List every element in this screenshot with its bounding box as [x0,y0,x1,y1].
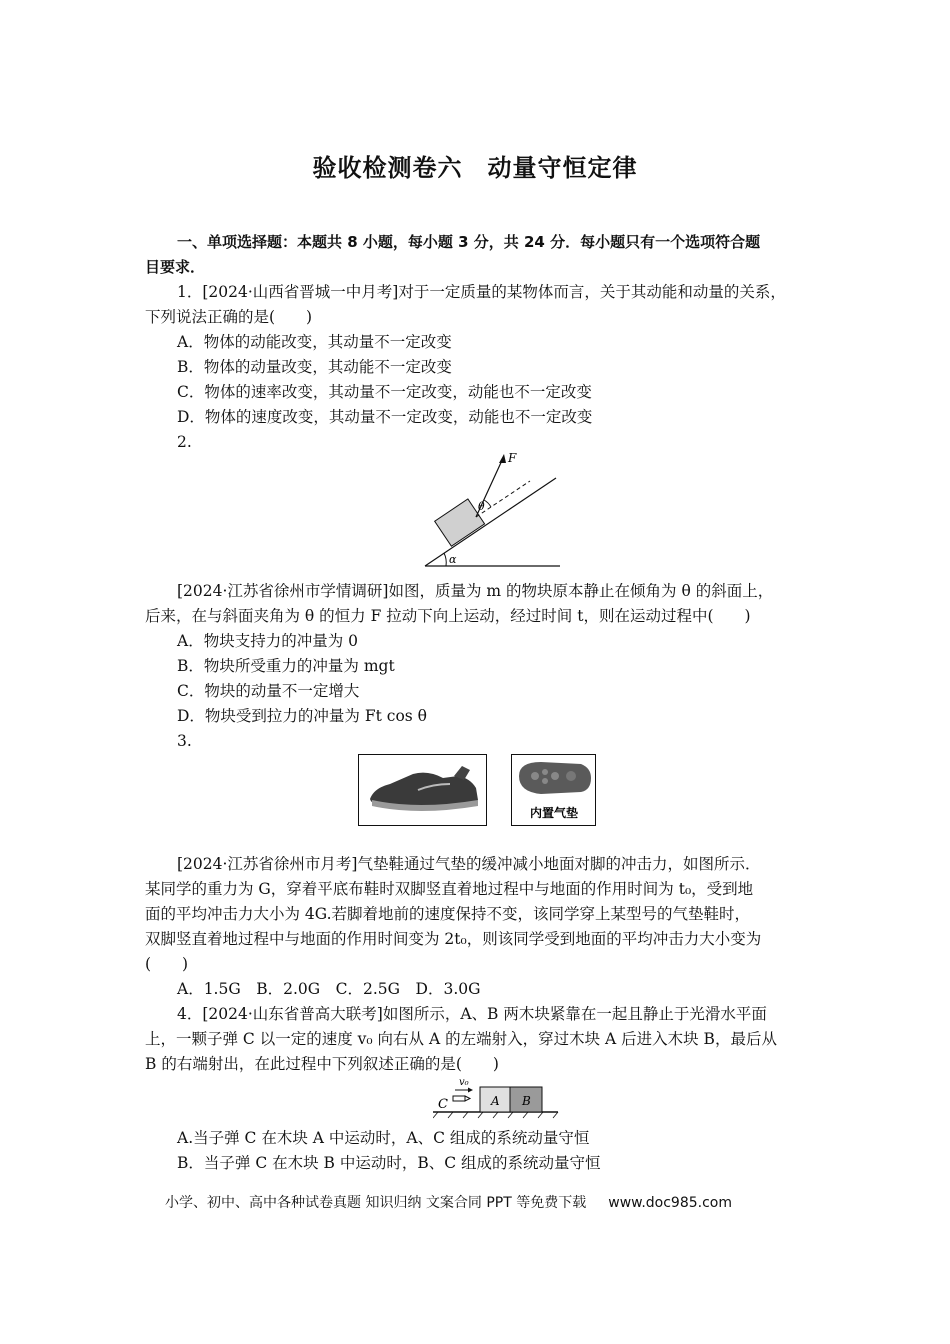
theta-arc [484,500,491,507]
velocity-label: v₀ [459,1077,469,1088]
q4-stem-line3: B 的右端射出，在此过程中下列叙述正确的是( ) [145,1055,499,1073]
q2-stem-line2: 后来，在与斜面夹角为 θ 的恒力 F 拉动下向上运动，经过时间 t，则在运动过程中( ) [145,607,751,625]
q3-stem-line5: ( ) [145,955,189,973]
section-heading-cont: 目要求． [145,258,206,276]
block-a-label: A [491,1094,500,1108]
q2-option-a: A．物块支持力的冲量为 0 [177,632,358,650]
section-heading: 一、单项选择题：本题共 8 小题，每小题 3 分，共 24 分．每小题只有一个选项符合题 [177,233,761,251]
q4-option-b: B．当子弹 C 在木块 B 中运动时，B、C 组成的系统动量守恒 [177,1154,601,1172]
q3-stem-line4: 双脚竖直着地过程中与地面的作用时间变为 2t₀，则该同学受到地面的平均冲击力大小变为 [145,930,762,948]
air-cushion-shoe-image [358,754,488,826]
q1-stem-line1: 1．[2024·山西省晋城一中月考]对于一定质量的某物体而言，关于其动能和动量的关系， [177,283,786,301]
q2-option-b: B．物块所受重力的冲量为 mgt [177,657,395,675]
q4-stem-line1: 4．[2024·山东省普高大联考]如图所示，A、B 两木块紧靠在一起且静止于光滑水平面 [177,1005,767,1023]
q3-stem-line2: 某同学的重力为 G，穿着平底布鞋时双脚竖直着地过程中与地面的作用时间为 t₀，受到地 [145,880,754,898]
q2-stem-line1: [2024·江苏省徐州市学情调研]如图，质量为 m 的物块原本静止在倾角为 θ 的斜面上， [177,582,774,600]
page-title: 验收检测卷六 动量守恒定律 [312,154,638,182]
bullet-c [453,1096,465,1101]
q2-option-c: C．物块的动量不一定增大 [177,682,360,700]
alpha-label: α [449,553,457,566]
footer-text: 小学、初中、高中各种试卷真题 知识归纳 文案合同 PPT 等免费下载 [165,1195,587,1211]
bullet-label: C [438,1097,448,1112]
footer-url[interactable]: www.doc985.com [608,1195,732,1211]
alpha-arc [444,553,446,566]
block-b-label: B [522,1094,531,1108]
page-footer [165,1192,732,1212]
q2-number: 2. [177,433,192,451]
q1-option-a: A．物体的动能改变，其动量不一定改变 [177,333,452,351]
incline-block-figure [420,450,570,572]
bullet-blocks-figure [433,1075,563,1120]
q1-stem-line2: 下列说法正确的是( ) [145,308,313,326]
force-label: F [508,451,517,465]
q3-number: 3. [177,732,192,750]
q4-stem-line2: 上，一颗子弹 C 以一定的速度 v₀ 向右从 A 的左端射入，穿过木块 A 后进入木块 B，最后从 [145,1030,777,1048]
q3-stem-line3: 面的平均冲击力大小为 4G.若脚着地前的速度保持不变，该同学穿上某型号的气垫鞋时， [145,905,751,923]
q2-option-d: D．物块受到拉力的冲量为 Ft cos θ [177,707,427,725]
force-arrow-head [499,454,506,463]
air-cushion-label: 内置气垫 [529,806,579,820]
q1-option-d: D．物体的速度改变，其动量不一定改变，动能也不一定改变 [177,408,593,426]
q3-options: A．1.5G B．2.0G C．2.5G D．3.0G [177,980,481,998]
air-cushion-sole-image [511,754,597,826]
q3-stem-line1: [2024·江苏省徐州市月考]气垫鞋通过气垫的缓冲减小地面对脚的冲击力，如图所示． [177,855,761,873]
q1-option-b: B．物体的动量改变，其动能不一定改变 [177,358,452,376]
q1-option-c: C．物体的速率改变，其动量不一定改变，动能也不一定改变 [177,383,592,401]
q4-option-a: A.当子弹 C 在木块 A 中运动时，A、C 组成的系统动量守恒 [177,1129,590,1147]
theta-label: θ [478,500,485,513]
